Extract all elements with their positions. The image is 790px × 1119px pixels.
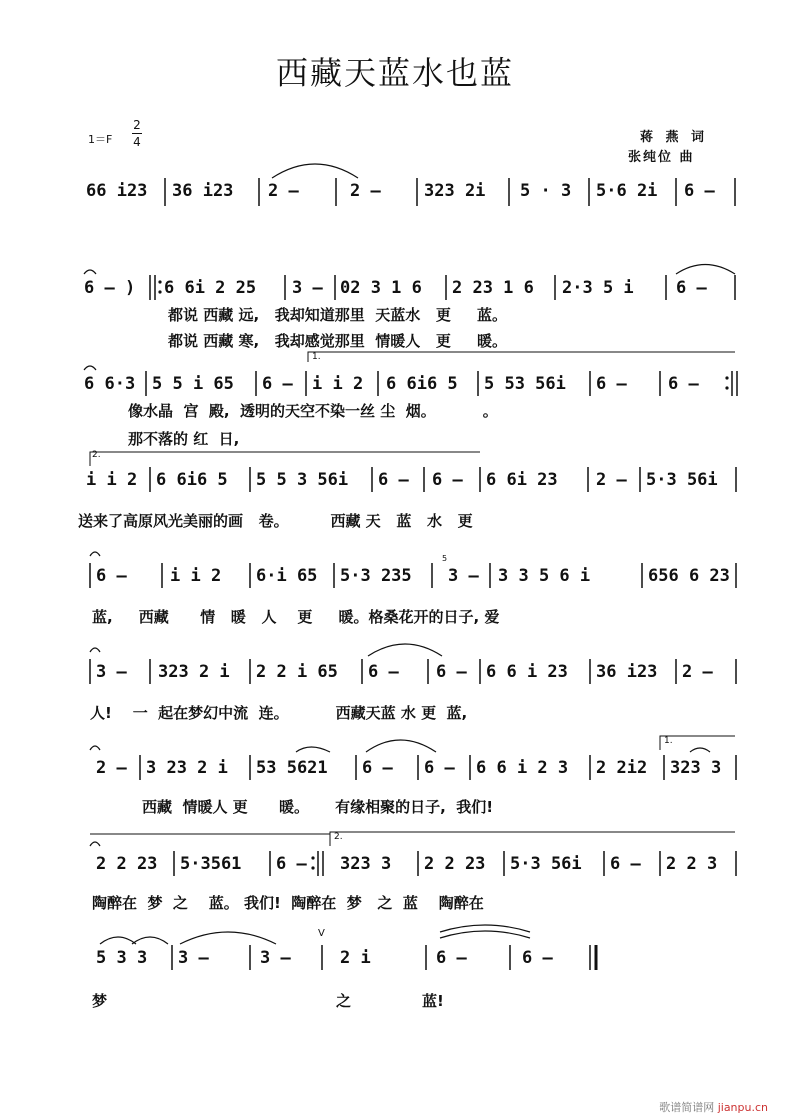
measure: 66 i23 bbox=[86, 181, 148, 201]
time-top: 2 bbox=[133, 118, 141, 132]
volta-2-label: 2. bbox=[92, 450, 101, 460]
composer-credit: 张纯位 曲 bbox=[628, 150, 695, 165]
lyric-line: 送来了高原风光美丽的画 卷。 西藏 天 蓝 水 更 bbox=[78, 512, 473, 530]
volta-1-label: 1. bbox=[312, 352, 321, 362]
measure: i i 2 bbox=[86, 470, 138, 490]
time-bar bbox=[132, 133, 142, 134]
measure: 6 – bbox=[276, 854, 307, 874]
measure: 3 – bbox=[178, 948, 209, 968]
measure: 6 – bbox=[424, 758, 455, 778]
measure: 2 2 23 bbox=[96, 854, 158, 874]
measure: 5·3 56i bbox=[510, 854, 582, 874]
measure: 656 6 23 bbox=[648, 566, 730, 586]
measure: 36 i23 bbox=[596, 662, 658, 682]
measure: 3 – bbox=[260, 948, 291, 968]
measure: 6 6 i 2 3 bbox=[476, 758, 569, 778]
measure: 5·3 56i bbox=[646, 470, 718, 490]
measure: 5 53 56i bbox=[484, 374, 566, 394]
song-title: 西藏天蓝水也蓝 bbox=[275, 54, 514, 92]
measure: 5 3 3 bbox=[96, 948, 148, 968]
measure: 2 2 i 65 bbox=[256, 662, 338, 682]
measure: 323 3 bbox=[670, 758, 722, 778]
measure: 6 – bbox=[676, 278, 707, 298]
lyric-line: 都说 西藏 远, 我却知道那里 天蓝水 更 蓝。 bbox=[168, 306, 508, 324]
measure: 2 – bbox=[350, 181, 381, 201]
measure: 2 2i2 bbox=[596, 758, 648, 778]
measure: 5·3561 bbox=[180, 854, 242, 874]
measure: 3 23 2 i bbox=[146, 758, 228, 778]
measure: 2 23 1 6 bbox=[452, 278, 534, 298]
watermark bbox=[659, 1099, 768, 1115]
measure: 5 5 i 65 bbox=[152, 374, 234, 394]
lyric-line: 人! 一 起在梦幻中流 连。 西藏天蓝 水 更 蓝, bbox=[90, 704, 468, 722]
lyric-word: 蓝! bbox=[422, 992, 444, 1010]
lyric-line: 那不落的 红 日, bbox=[128, 430, 240, 448]
measure: 2·3 5 i bbox=[562, 278, 634, 298]
lyric-line: 西藏 情暖人 更 暖。 有缘相聚的日子, 我们! bbox=[142, 798, 494, 816]
measure: 6 – bbox=[362, 758, 393, 778]
measure: 2 – bbox=[596, 470, 627, 490]
measure: 53 5621 bbox=[256, 758, 328, 778]
time-bottom: 4 bbox=[133, 135, 141, 149]
measure: 6 – bbox=[368, 662, 399, 682]
measure: 5·6 2i bbox=[596, 181, 658, 201]
measure: 5 · 3 bbox=[520, 181, 572, 201]
measure: i i 2 bbox=[170, 566, 222, 586]
measure: 6 6i6 5 bbox=[156, 470, 228, 490]
measure: i i 2 bbox=[312, 374, 364, 394]
measure: 6 – bbox=[522, 948, 553, 968]
watermark-cn: 歌谱简谱网 bbox=[659, 1101, 715, 1114]
grace-note: 5 bbox=[442, 554, 448, 563]
lyric-word: 之 bbox=[336, 992, 352, 1010]
measure: 6 6·3 bbox=[84, 374, 136, 394]
measure: 6 6i6 5 bbox=[386, 374, 458, 394]
measure: 02 3 1 6 bbox=[340, 278, 422, 298]
measure: 5 5 3 56i bbox=[256, 470, 349, 490]
measure: 3 – bbox=[96, 662, 127, 682]
measure: 6 – bbox=[96, 566, 127, 586]
volta-2-label: 2. bbox=[334, 832, 343, 842]
measure: 6 – bbox=[610, 854, 641, 874]
measure: 6 – bbox=[436, 948, 467, 968]
measure: 6 – bbox=[684, 181, 715, 201]
measure: 323 2i bbox=[424, 181, 486, 201]
measure: 3 3 5 6 i bbox=[498, 566, 591, 586]
lyric-line: 都说 西藏 寒, 我却感觉那里 情暖人 更 暖。 bbox=[168, 332, 508, 350]
measure: 323 2 i bbox=[158, 662, 230, 682]
key-signature: 1＝F bbox=[88, 133, 113, 146]
lyric-line: 陶醉在 梦 之 蓝。 我们! 陶醉在 梦 之 蓝 陶醉在 bbox=[92, 894, 484, 912]
measure: 5·3 235 bbox=[340, 566, 412, 586]
lyric-line: 像水晶 宫 殿, 透明的天空不染一丝 尘 烟。 。 bbox=[128, 402, 498, 420]
lyricist-credit: 蒋 燕 词 bbox=[640, 130, 709, 145]
measure: 2 2 3 bbox=[666, 854, 718, 874]
breath-mark: V bbox=[318, 928, 325, 939]
measure: 6 6 i 23 bbox=[486, 662, 568, 682]
measure: 2 i bbox=[340, 948, 371, 968]
measure: 6 6i 2 25 bbox=[164, 278, 257, 298]
measure: 2 2 23 bbox=[424, 854, 486, 874]
measure: 2 – bbox=[682, 662, 713, 682]
lyric-line: 蓝, 西藏 情 暖 人 更 暖。格桑花开的日子, 爱 bbox=[92, 608, 500, 626]
measure: 323 3 bbox=[340, 854, 392, 874]
volta-1-label: 1. bbox=[664, 736, 673, 746]
measure: 6 6i 23 bbox=[486, 470, 558, 490]
measure: 6 – bbox=[436, 662, 467, 682]
watermark-site: jianpu.cn bbox=[717, 1101, 768, 1114]
measure: 6 – bbox=[596, 374, 627, 394]
measure: 6 – bbox=[262, 374, 293, 394]
measure: 6·i 65 bbox=[256, 566, 318, 586]
measure: 6 – bbox=[432, 470, 463, 490]
measure: 6 – bbox=[378, 470, 409, 490]
measure: 2 – bbox=[96, 758, 127, 778]
lyric-word: 梦 bbox=[92, 992, 108, 1010]
measure: 3 – bbox=[292, 278, 323, 298]
measure: 3 – bbox=[448, 566, 479, 586]
measure: 6 – bbox=[668, 374, 699, 394]
measure: 2 – bbox=[268, 181, 299, 201]
measure: 6 – ) bbox=[84, 278, 136, 298]
time-signature bbox=[132, 118, 142, 149]
repeat-dots bbox=[158, 280, 728, 869]
measure: 36 i23 bbox=[172, 181, 234, 201]
